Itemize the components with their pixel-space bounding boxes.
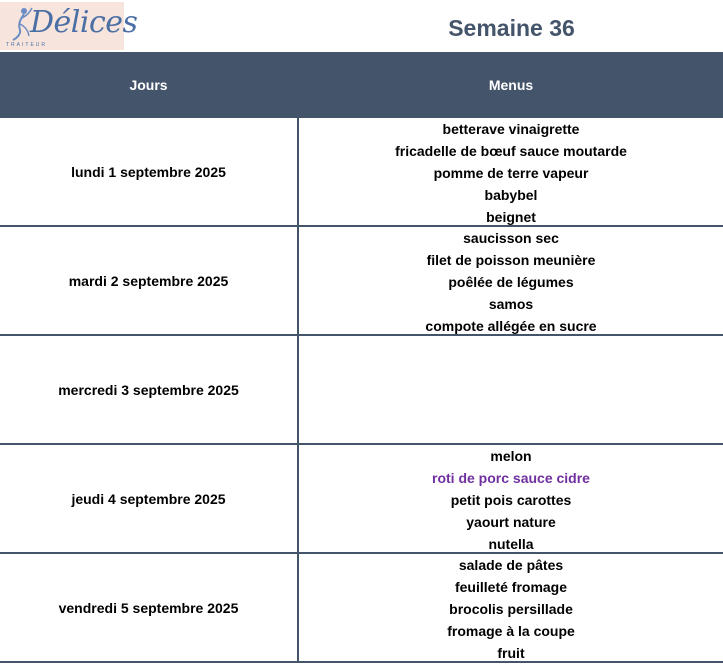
menu-item: fruit xyxy=(497,645,525,661)
logo-subtitle: TRAITEUR xyxy=(6,42,47,48)
menu-item: brocolis persillade xyxy=(449,601,573,617)
day-cell: lundi 1 septembre 2025 xyxy=(71,163,226,180)
menu-item: fromage à la coupe xyxy=(447,623,575,639)
menu-item: saucisson sec xyxy=(463,230,559,246)
row-divider xyxy=(0,334,723,336)
menu-item: fricadelle de bœuf sauce moutarde xyxy=(395,143,627,159)
menu-table xyxy=(0,118,723,663)
menu-item: compote allégée en sucre xyxy=(425,318,597,334)
menu-item: poêlée de légumes xyxy=(448,274,574,290)
table-row xyxy=(0,227,723,336)
menu-item: samos xyxy=(488,296,534,312)
menu-cell xyxy=(299,554,723,661)
logo-text: Délices xyxy=(30,5,138,40)
menu-item: feuilleté fromage xyxy=(454,579,568,595)
menu-item: yaourt nature xyxy=(466,514,556,530)
menu-cell xyxy=(299,227,723,334)
page-title: Semaine 36 xyxy=(448,15,575,41)
column-header-days: Jours xyxy=(129,77,168,93)
table-header xyxy=(0,52,723,118)
table-row xyxy=(0,118,723,227)
menu-item: filet de poisson meunière xyxy=(426,252,596,268)
day-cell: mardi 2 septembre 2025 xyxy=(68,272,229,289)
row-divider xyxy=(0,552,723,554)
menu-item: salade de pâtes xyxy=(458,557,564,573)
menu-item: pomme de terre vapeur xyxy=(433,165,589,181)
day-cell: jeudi 4 septembre 2025 xyxy=(71,490,226,507)
menu-cell xyxy=(299,118,723,225)
table-row xyxy=(0,554,723,663)
day-cell: vendredi 5 septembre 2025 xyxy=(58,599,239,616)
menu-cell xyxy=(299,445,723,552)
row-divider xyxy=(0,443,723,445)
menu-item: petit pois carottes xyxy=(450,492,572,508)
day-cell: mercredi 3 septembre 2025 xyxy=(58,381,239,398)
logo xyxy=(0,2,138,50)
row-divider xyxy=(0,225,723,227)
menu-item: babybel xyxy=(484,187,538,203)
column-divider xyxy=(297,118,299,663)
column-header-menus: Menus xyxy=(488,77,534,93)
menu-cell xyxy=(299,336,723,443)
table-row xyxy=(0,445,723,554)
menu-item: beignet xyxy=(486,209,536,225)
menu-item: roti de porc sauce cidre xyxy=(432,470,590,486)
menu-item: nutella xyxy=(488,536,534,552)
menu-item: melon xyxy=(490,448,532,464)
table-row xyxy=(0,336,723,445)
menu-item: betterave vinaigrette xyxy=(442,121,580,137)
